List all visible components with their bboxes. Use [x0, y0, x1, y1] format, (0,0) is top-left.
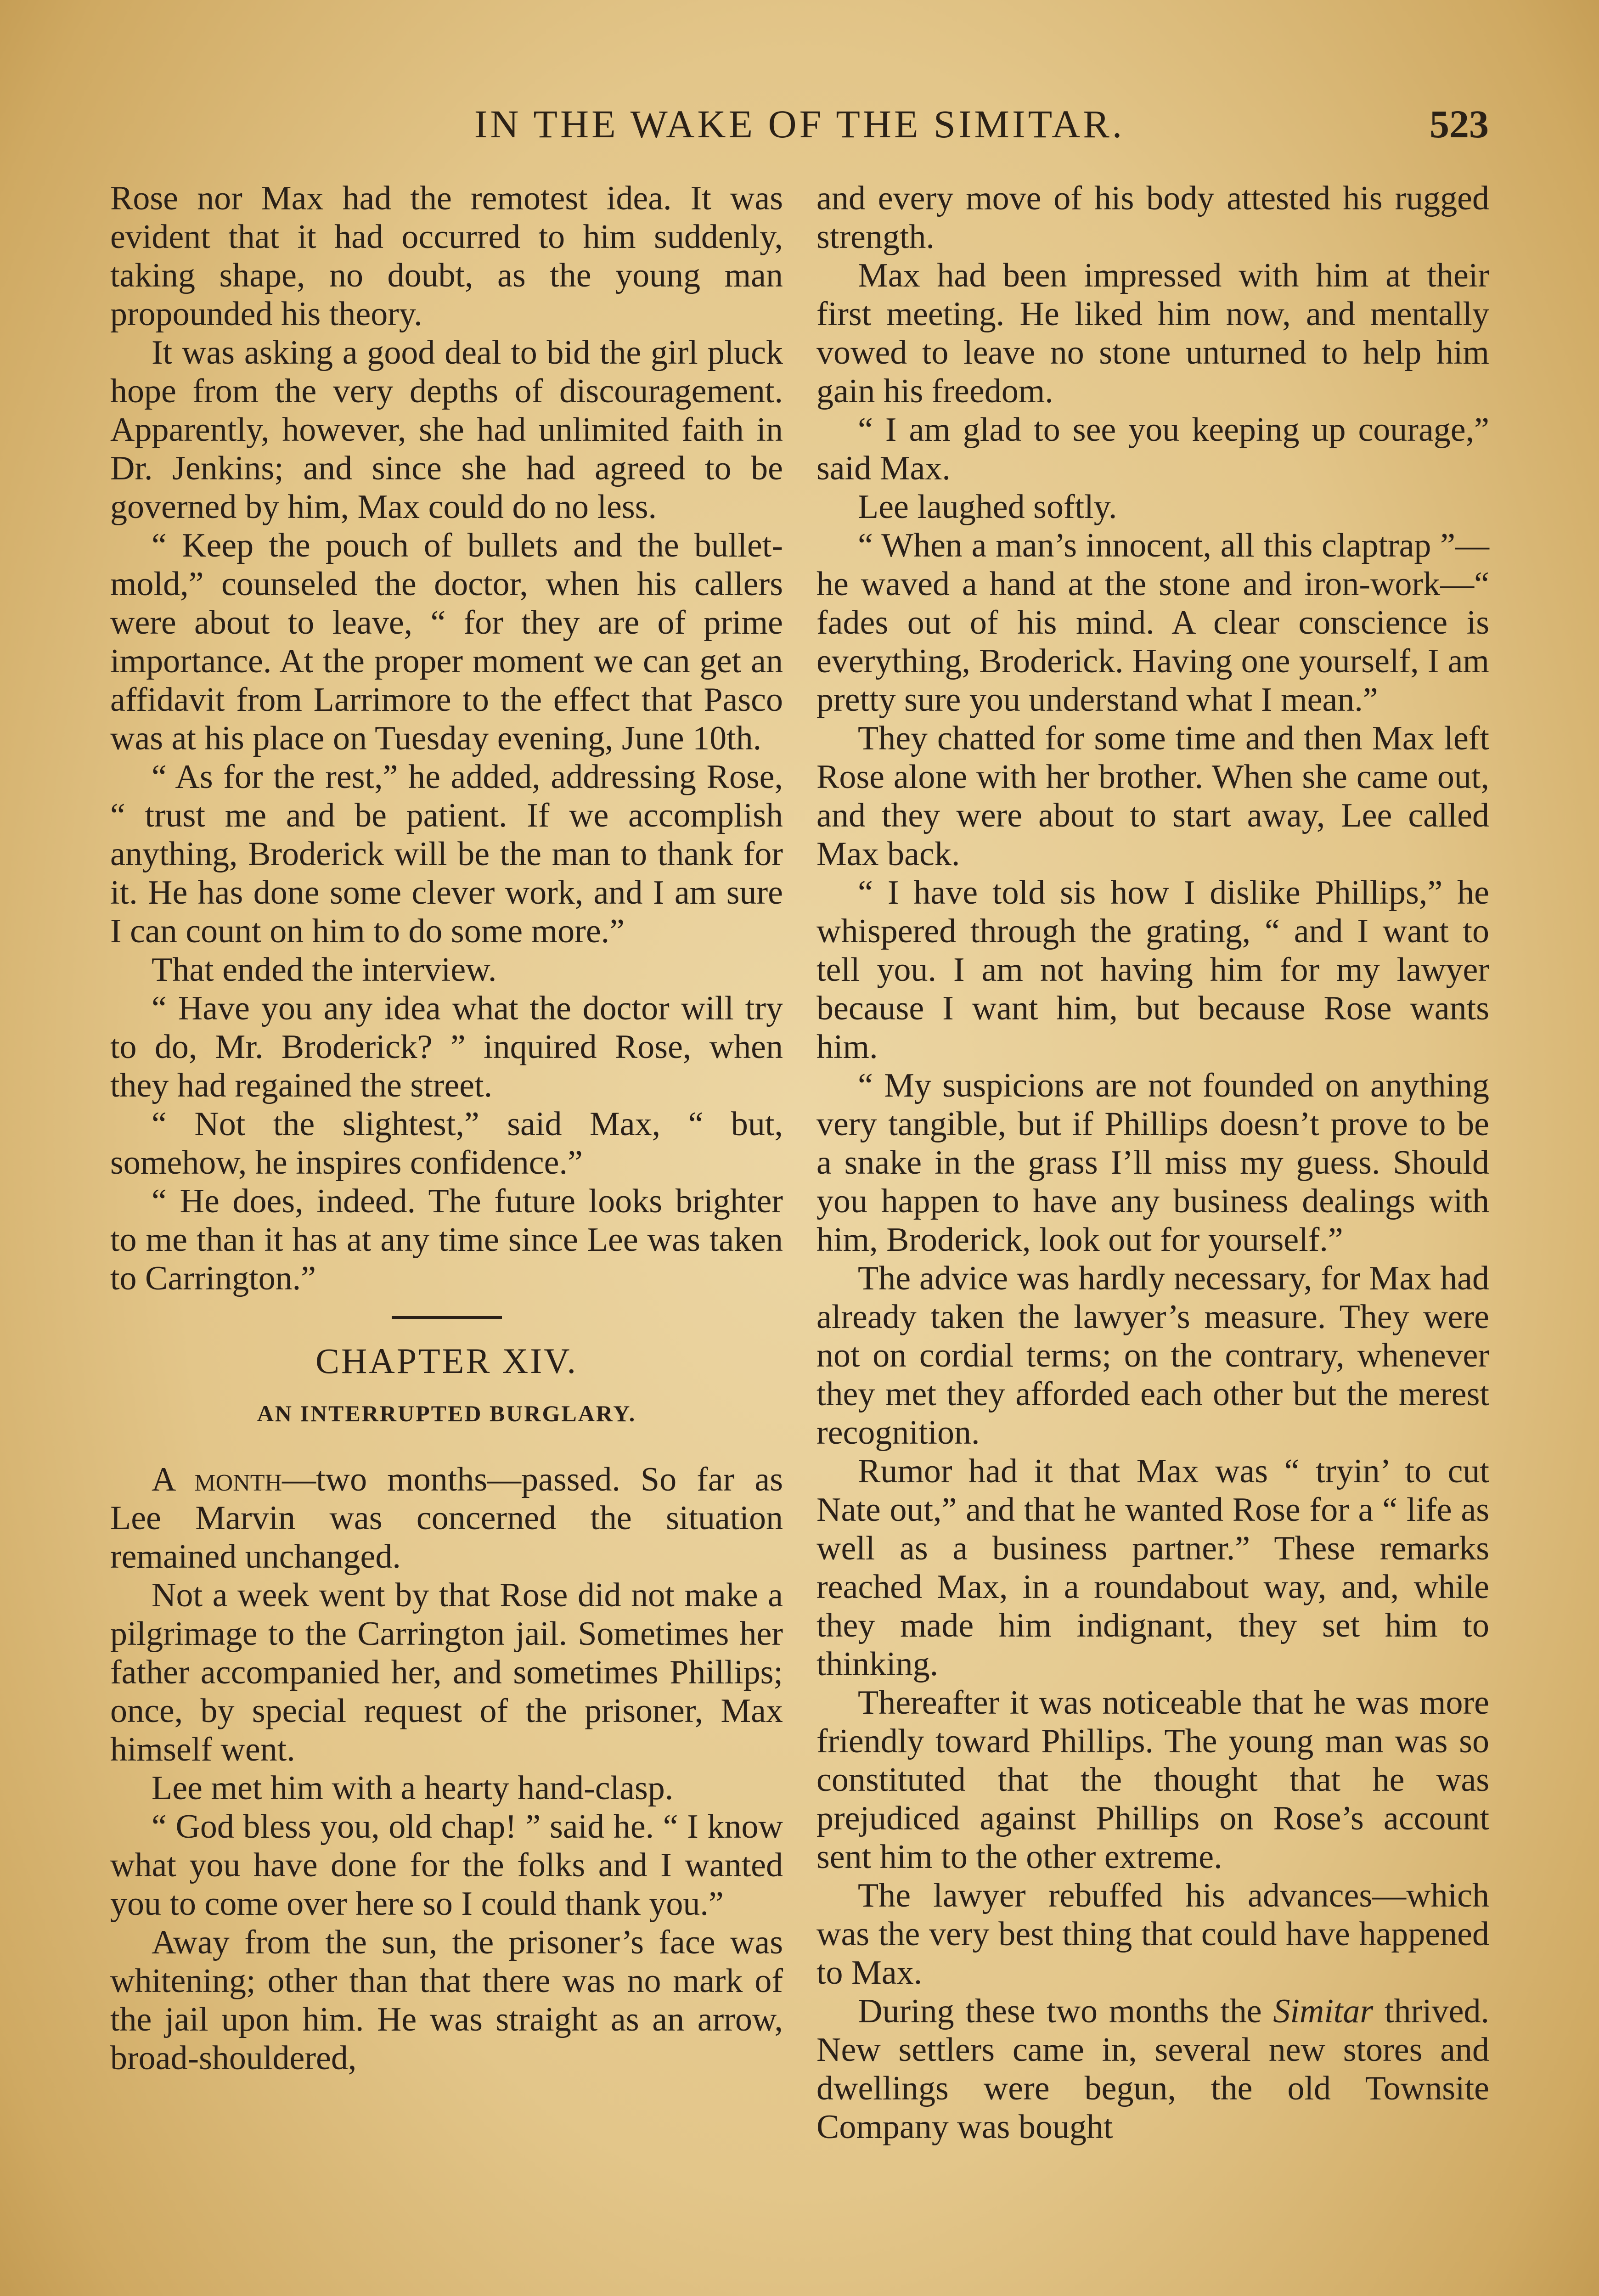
paragraph: “ I am glad to see you keeping up courage,” said Max.: [816, 411, 1489, 487]
page-header: [110, 92, 1489, 147]
running-title: IN THE WAKE OF THE SIMITAR.: [474, 102, 1125, 146]
paragraph: [110, 1460, 783, 1576]
section-divider: [392, 1316, 502, 1319]
paragraph: “ As for the rest,” he added, addressing Rose, “ trust me and be patient. If we accomplish anything, Broderick will be the man to thank for it. He has done some clever work, and I am sure I can count on him to do some more.”: [110, 758, 783, 950]
paragraph: “ He does, indeed. The future looks brighter to me than it has at any time since Lee was taken to Carrington.”: [110, 1182, 783, 1297]
paragraph-text: —two months—passed. So far as Lee Marvin was concerned the situation remained unchanged.: [110, 1461, 783, 1576]
paragraph: Rumor had it that Max was “ tryin’ to cut Nate out,” and that he wanted Rose for a “ life as well as a business partner.” These remarks reached Max, in a roundabout way, and, while they made him indignant, they set him to thinking.: [816, 1452, 1489, 1683]
chapter-subtitle: AN INTERRUPTED BURGLARY.: [257, 1401, 636, 1426]
paragraph: “ When a man’s innocent, all this claptrap ”—he waved a hand at the stone and iron-work—“ fades out of his mind. A clear conscience is everything, Broderick. Having one yourself, I am pretty sure you understand what I mean.”: [816, 527, 1489, 719]
paragraph: and every move of his body attested his rugged strength.: [816, 180, 1489, 256]
paragraph: That ended the interview.: [152, 951, 497, 989]
paragraph: Thereafter it was noticeable that he was more friendly toward Phillips. The young man was so constituted that the thought that he was prejudiced against Phillips on Rose’s account sent him to the other extreme.: [816, 1684, 1489, 1876]
page-number: 523: [1430, 102, 1489, 146]
right-column: [816, 179, 1489, 2146]
paragraph: The lawyer rebuffed his advances—which was the very best thing that could have happened to Max.: [816, 1877, 1489, 1992]
paragraph: Max had been impressed with him at their first meeting. He liked him now, and mentally vowed to leave no stone unturned to help him gain his freedom.: [816, 257, 1489, 410]
paragraph: “ Have you any idea what the doctor will try to do, Mr. Broderick? ” inquired Rose, when they had regained the street.: [110, 990, 783, 1104]
paragraph: “ Not the slightest,” said Max, “ but, somehow, he inspires confidence.”: [110, 1105, 783, 1182]
paragraph: Not a week went by that Rose did not make a pilgrimage to the Carrington jail. Sometimes her father accompanied her, and sometimes Phillips; once, by special request of the prisoner, Max himself went.: [110, 1576, 783, 1768]
chapter-title: CHAPTER XIV.: [315, 1341, 578, 1381]
left-column: [110, 179, 783, 2077]
paragraph: Lee met him with a hearty hand-clasp.: [152, 1769, 674, 1807]
paragraph: “ My suspicions are not founded on anything very tangible, but if Phillips doesn’t prove to be a snake in the grass I’ll miss my guess. Should you happen to have any business dealings with him, Broderick, look out for yourself.”: [816, 1067, 1489, 1259]
paragraph-text: During these two months the: [858, 1992, 1273, 2030]
paragraph: They chatted for some time and then Max left Rose alone with her brother. When she came out, and they were about to start away, Lee called Max back.: [816, 720, 1489, 873]
paragraph: The advice was hardly necessary, for Max had already taken the lawyer’s measure. They were not on cordial terms; on the contrary, whenever they met they afforded each other but the merest recognition.: [816, 1260, 1489, 1452]
paragraph: Lee laughed softly.: [858, 488, 1117, 526]
paragraph-text: thrived. New settlers came in, several new stores and dwellings were begun, the old Townsite Company was bought: [816, 1992, 1489, 2146]
paragraph: “ I have told sis how I dislike Phillips,” he whispered through the grating, “ and I want to tell you. I am not having him for my lawyer because I want him, but because Rose wants him.: [816, 874, 1489, 1066]
paragraph: “ God bless you, old chap! ” said he. “ I know what you have done for the folks and I wanted you to come over here so I could thank you.”: [110, 1808, 783, 1923]
paragraph: “ Keep the pouch of bullets and the bullet-mold,” counseled the doctor, when his callers were about to leave, “ for they are of prime importance. At the proper moment we can get an affidavit from Larrimore to the effect that Pasco was at his place on Tuesday evening, June 10th.: [110, 527, 783, 757]
paragraph: Rose nor Max had the remotest idea. It was evident that it had occurred to him suddenly, taking shape, no doubt, as the young man propounded his theory.: [110, 180, 783, 333]
paragraph: [816, 1992, 1489, 2146]
paragraph: It was asking a good deal to bid the girl pluck hope from the very depths of discouragement. Apparently, however, she had unlimited faith in Dr. Jenkins; and since she had agreed to be governed by him, Max could do no less.: [110, 334, 783, 526]
italic-title: Simitar: [1273, 1992, 1374, 2030]
paragraph: Away from the sun, the prisoner’s face was whitening; other than that there was no mark of the jail upon him. He was straight as an arrow, broad-shouldered,: [110, 1924, 783, 2077]
small-caps-lead: A month: [152, 1461, 282, 1498]
